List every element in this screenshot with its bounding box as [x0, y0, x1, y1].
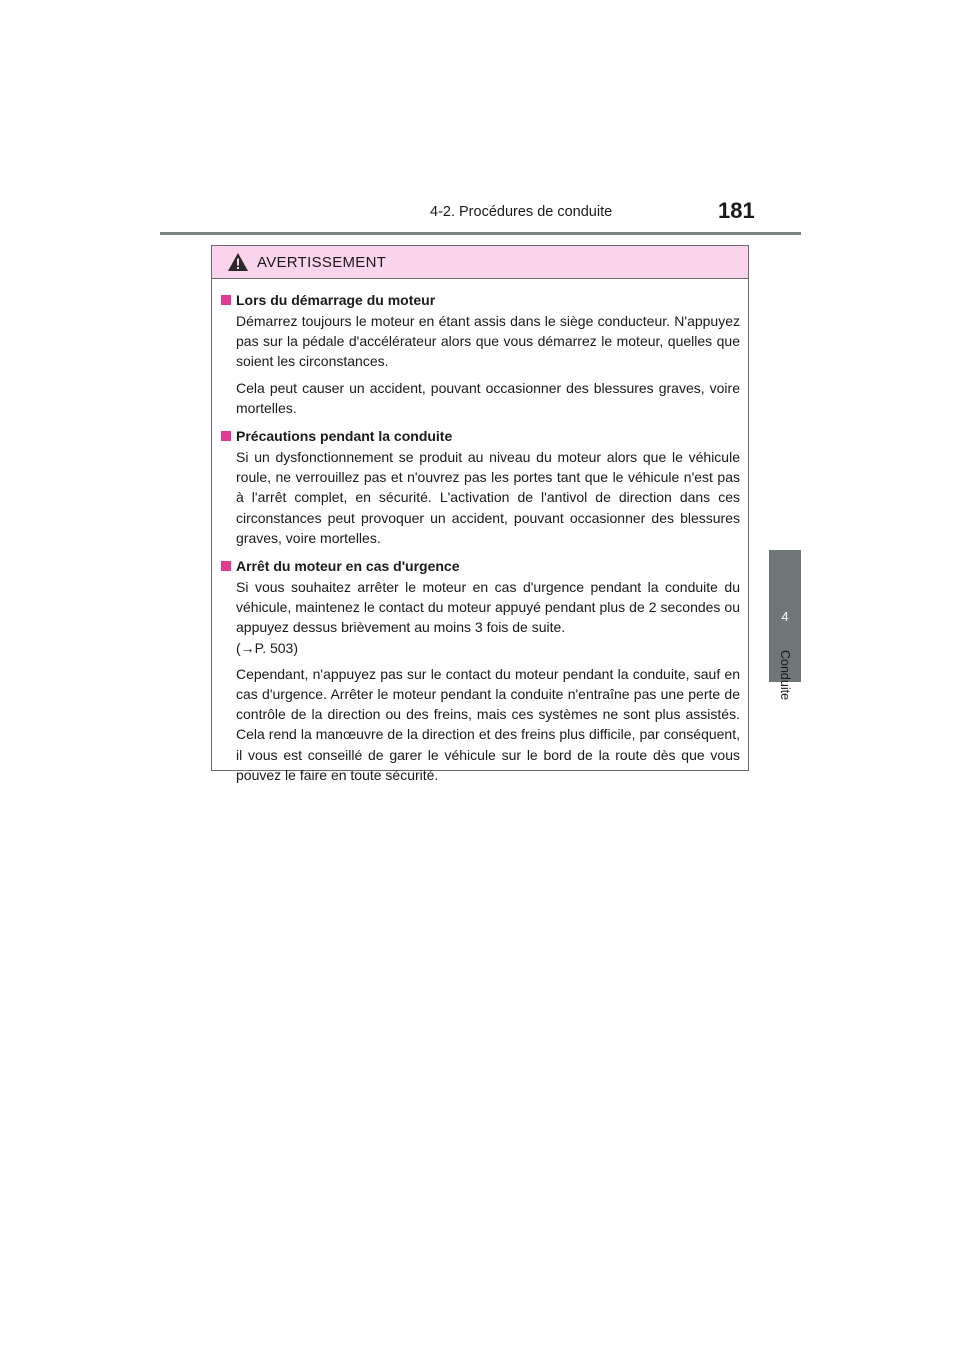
paragraph: Démarrez toujours le moteur en étant assis dans le siège conducteur. N'appuyez pas sur la pédale d'accélérateur alors que vous démarrez le moteur, quelles que soient les circonstances.	[236, 313, 740, 370]
square-bullet-icon	[221, 431, 231, 441]
header-rule	[160, 232, 801, 235]
section-heading: Arrêt du moteur en cas d'urgence	[221, 555, 740, 577]
paragraph: Cela peut causer un accident, pouvant occasionner des blessures graves, voire mortelles.	[236, 379, 740, 416]
warning-title: AVERTISSEMENT	[257, 253, 387, 271]
warning-section-driving	[221, 425, 740, 548]
square-bullet-icon	[221, 561, 231, 571]
section-heading: Lors du démarrage du moteur	[221, 289, 740, 311]
warning-triangle-icon	[227, 252, 249, 272]
warning-header	[212, 246, 748, 279]
warning-box	[211, 245, 749, 783]
chapter-tab-number: 4	[781, 608, 789, 624]
page-reference-link[interactable]: (→P. 503)	[236, 639, 298, 656]
paragraph: Si vous souhaitez arrêter le moteur en cas d'urgence pendant la conduite du véhicule, maintenez le contact du moteur appuyé pendant plus de 2 secondes ou appuyez dessus brièvement au moins 3 fois de suite.	[236, 579, 740, 636]
paragraph: Si un dysfonctionnement se produit au niveau du moteur alors que le véhicule roule, ne verrouillez pas et n'ouvrez pas les portes tant que le véhicule n'est pas à l'arrêt complet, en sécurité. L'activation de l'antivol de direction dans ces circonstances peut provoquer un accident, pouvant occasionner des blessures graves, voire mortelles.	[236, 449, 740, 546]
page-header-section: 4-2. Procédures de conduite	[430, 204, 613, 220]
paragraph: Cependant, n'appuyez pas sur le contact du moteur pendant la conduite, sauf en cas d'urgence. Arrêter le moteur pendant la conduite n'entraîne pas une perte de contrôle de la direction ou des freins, mais ces systèmes ne sont plus assistés. Cela rend la manœuvre de la direction et des freins plus difficile, par conséquent, il vous est conseillé de garer le véhicule sur le bord de la route dès que vous pouvez le faire en toute sécurité.	[236, 665, 740, 783]
square-bullet-icon	[221, 295, 231, 305]
page-number: 181	[718, 198, 755, 223]
warning-section-emergency-stop	[221, 555, 740, 785]
section-heading: Précautions pendant la conduite	[221, 425, 740, 447]
warning-body	[212, 279, 748, 785]
warning-section-start	[221, 289, 740, 418]
chapter-side-label: Conduite	[778, 649, 792, 701]
